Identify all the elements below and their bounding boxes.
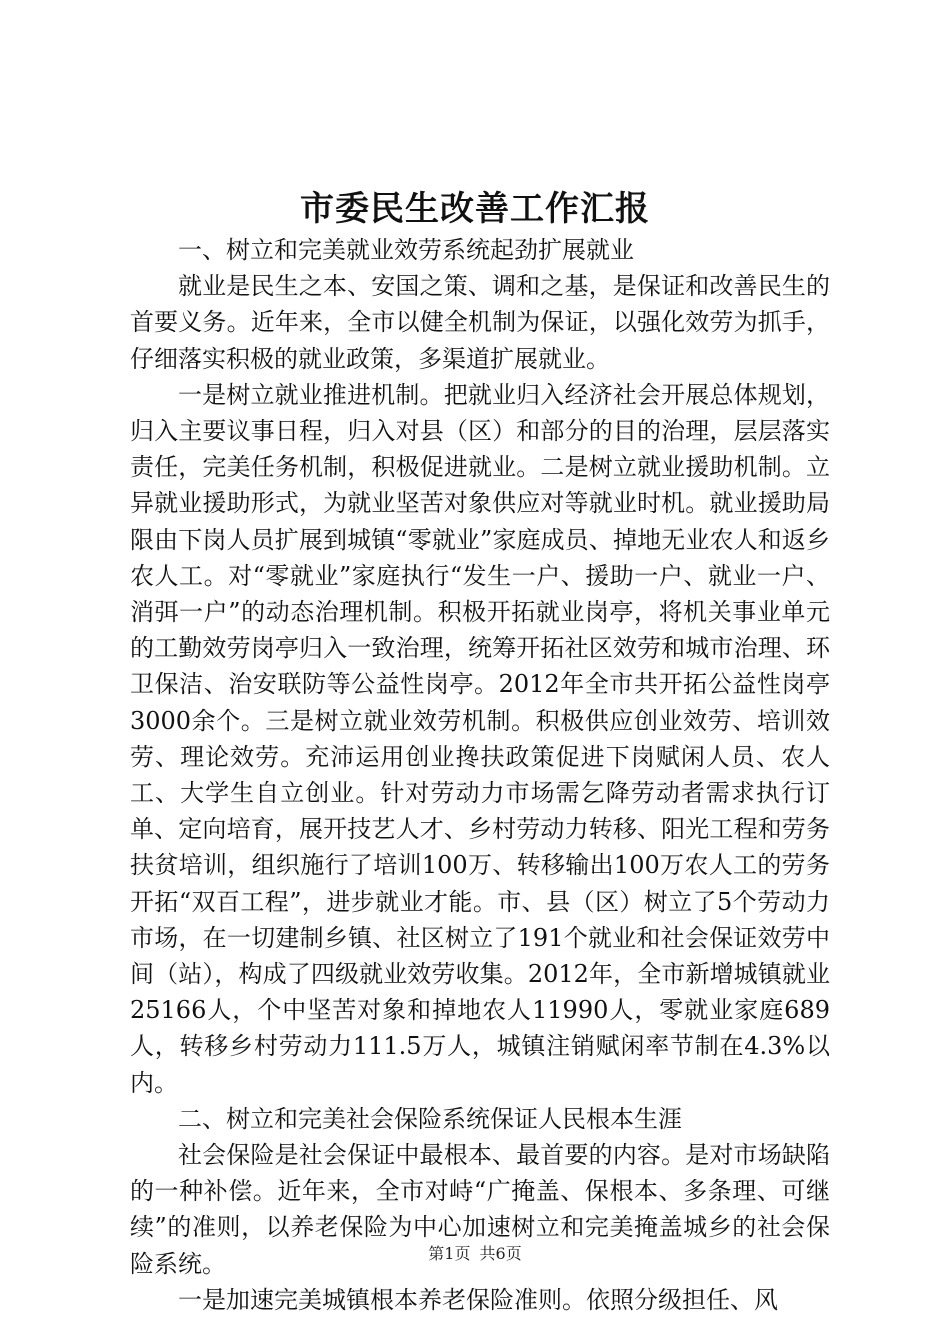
page-footer xyxy=(0,1242,950,1266)
page-number: 第1页 xyxy=(428,1244,471,1263)
section-heading-2: 二、树立和完美社会保险系统保证人民根本生涯 xyxy=(178,1104,682,1133)
paragraph-3: 社会保险是社会保证中最根本、最首要的内容。是对市场缺陷的一种补偿。近年来，全市对峙“广掩盖、保根本、多条理、可继续”的准则，以养老保险为中心加速树立和完美掩盖城乡的社会保险系统。 xyxy=(130,1141,830,1278)
document-body xyxy=(130,232,830,1318)
paragraph-1: 就业是民生之本、安国之策、调和之基，是保证和改善民生的首要义务。近年来，全市以健全机制为保证，以强化效劳为抓手，仔细落实积极的就业政策，多渠道扩展就业。 xyxy=(130,272,830,373)
page-total: 共6页 xyxy=(479,1244,522,1263)
document-title: 市委民生改善工作汇报 xyxy=(300,189,650,229)
paragraph-2: 一是树立就业推进机制。把就业归入经济社会开展总体规划，归入主要议事日程，归入对县（区）和部分的目的治理，层层落实责任，完美任务机制，积极促进就业。二是树立就业援助机制。立异就业援助形式，为就业坚苦对象供应对等就业时机。就业援助局限由下岗人员扩展到城镇“零就业”家庭成员、掉地无业农人和返乡农人工。对“零就业”家庭执行“发生一户、援助一户、就业一户、消弭一户”的动态治理机制。积极开拓就业岗亭，将机关事业单元的工勤效劳岗亭归入一致治理，统筹开拓社区效劳和城市治理、环卫保洁、治安联防等公益性岗亭。2012年全市共开拓公益性岗亭3000余个。三是树立就业效劳机制。积极供应创业效劳、培训效劳、理论效劳。充沛运用创业搀扶政策促进下岗赋闲人员、农人工、大学生自立创业。针对劳动力市场需乞降劳动者需求执行订单、定向培育，展开技艺人才、乡村劳动力转移、阳光工程和劳务扶贫培训，组织施行了培训100万、转移输出100万农人工的劳务开拓“双百工程”，进步就业才能。市、县（区）树立了5个劳动力市场，在一切建制乡镇、社区树立了191个就业和社会保证效劳中间（站），构成了四级就业效劳收集。2012年，全市新增城镇就业25166人，个中坚苦对象和掉地农人11990人，零就业家庭689人，转移乡村劳动力111.5万人，城镇注销赋闲率节制在4.3%以内。 xyxy=(130,380,830,1097)
section-heading-1: 一、树立和完美就业效劳系统起劲扩展就业 xyxy=(178,236,634,264)
paragraph-4: 一是加速完美城镇根本养老保险准则。依照分级担任、风 xyxy=(178,1285,778,1314)
